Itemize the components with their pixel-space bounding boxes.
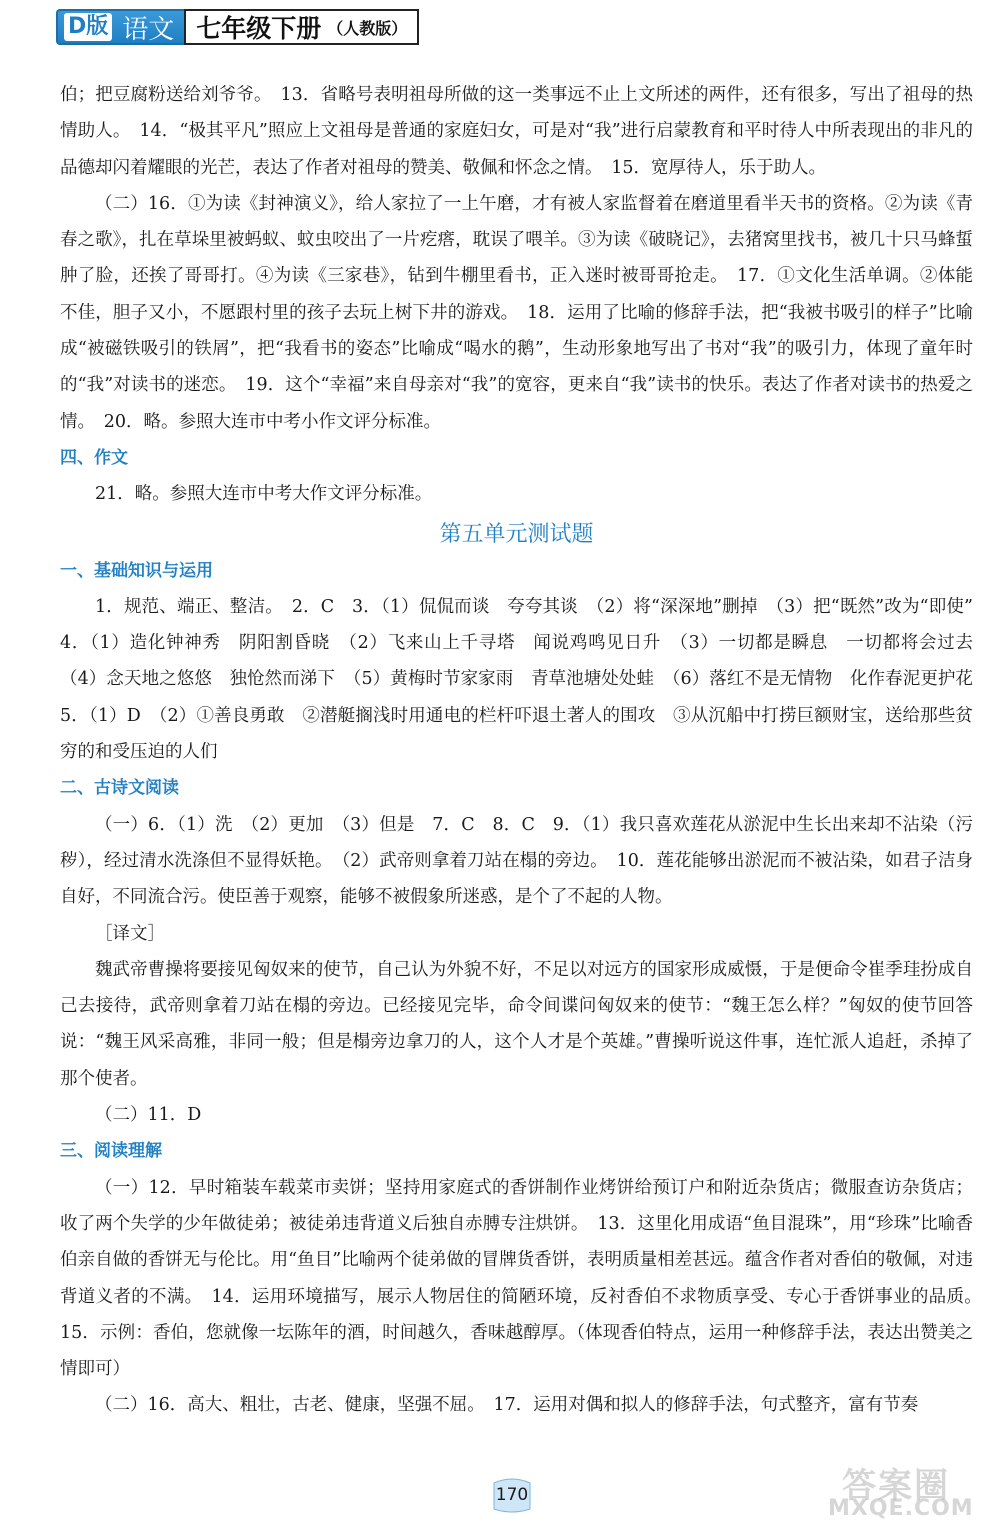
grade-label: 七年级下册: [196, 14, 322, 43]
unit-title: 第五单元测试题: [439, 521, 594, 547]
section-heading: 一、基础知识与运用: [60, 560, 213, 581]
edition-label: （人教版）: [327, 18, 408, 38]
watermark-cn: 答案圈: [842, 1466, 950, 1506]
section-heading: 四、作文: [60, 447, 128, 468]
answer-paragraph: 伯；把豆腐粉送给刘爷爷。 13．省略号表明祖母所做的这一类事远不止上文所述的两件，还有很多，写出了祖母的热情助人。 14．“极其平凡”照应上文祖母是普通的家庭妇女，可是对“我”进行启蒙教育和平时待人中所表现出的非凡的品德却闪着耀眼的光芒，表达了作者对祖母的赞美、敬佩和怀念之情。 15．宽厚待人，乐于助人。: [60, 85, 973, 178]
answer-paragraph: 1．规范、端正、整洁。 2．C 3．（1）侃侃而谈 夸夸其谈 （2）将“深深地”删掉 （3）把“既然”改为“即使” 4．（1）造化钟神秀 阴阳割昏晓 （2）飞来山上千寻塔 闻说鸡鸣见日升 （3）一切都是瞬息 一切都将会过去 （4）念天地之悠悠 独怆然而涕下 （5）黄梅时节家家雨 青草池塘处处蛙 （6）落红不是无情物 化作春泥更护花 5．（1）D （2）①善良勇敢 ②潜艇搁浅时用通电的栏杆吓退土著人的围攻 ③从沉船中打捞巨额财宝，送给那些贫穷的和受压迫的人们: [60, 596, 991, 763]
answer-paragraph: （一）12．早时箱装车载菜市卖饼；坚持用家庭式的香饼制作业烤饼给预订户和附近杂货店；微服查访杂货店；收了两个失学的少年做徒弟；被徒弟违背道义后独自赤膊专注烘饼。 13．这里化用成语“鱼目混珠”，用“珍珠”比喻香伯亲自做的香饼无与伦比。用“鱼目”比喻两个徒弟做的冒牌货香饼，表明质量相差甚远。蕴含作者对香伯的敬佩，对违背道义者的不满。 14．运用环境描写，展示人物居住的简陋环境，反衬香伯不求物质享受、专心于香饼事业的品质。 15．示例：香伯，您就像一坛陈年的酒，时间越久，香味越醇厚。（体现香伯特点，运用一种修辞手法，表达出赞美之情即可）: [60, 1177, 991, 1380]
version-label: D版: [64, 13, 112, 41]
subject-label: 语文: [122, 14, 175, 45]
answer-paragraph: ［译文］: [95, 923, 165, 944]
section-heading: 三、阅读理解: [60, 1141, 162, 1162]
answer-paragraph: （二）16．①为读《封神演义》，给人家拉了一上午磨，才有被人家监督着在磨道里看半天书的资格。②为读《青春之歌》，扎在草垛里被蚂蚁、蚊虫咬出了一片疙瘩，耽误了喂羊。③为读《破晓记》，去猪窝里找书，被几十只马蜂蜇肿了脸，还挨了哥哥打。④为读《三家巷》，钻到牛棚里看书，正入迷时被哥哥抢走。 17．①文化生活单调。②体能不佳，胆子又小，不愿跟村里的孩子去玩上树下井的游戏。 18．运用了比喻的修辞手法，把“我被书吸引的样子”比喻成“被磁铁吸引的铁屑”，把“我看书的姿态”比喻成“喝水的鹅”，生动形象地写出了书对“我”的吸引力，体现了童年时的“我”对读书的迷恋。 19．这个“幸福”来自母亲对“我”的宽容，更来自“我”读书的快乐。表达了作者对读书的热爱之情。 20．略。参照大连市中考小作文评分标准。: [60, 193, 973, 432]
answer-paragraph: 21．略。参照大连市中考大作文评分标准。: [95, 484, 433, 505]
answer-content: [60, 77, 991, 1424]
page-number: [490, 1477, 534, 1513]
section-heading: 二、古诗文阅读: [60, 778, 179, 799]
watermark: [828, 1458, 988, 1521]
answer-paragraph: 魏武帝曹操将要接见匈奴来的使节，自己认为外貌不好，不足以对远方的国家形成威慑，于是便命令崔季珪扮成自己去接待，武帝则拿着刀站在榻的旁边。已经接见完毕，命令间谍问匈奴来的使节：“魏王怎么样？”匈奴的使节回答说：“魏王风采高雅，非同一般；但是榻旁边拿刀的人，这个人才是个英雄。”曹操听说这件事，连忙派人追赶，杀掉了那个使者。: [60, 959, 973, 1089]
answer-paragraph: （二）11．D: [95, 1105, 202, 1126]
answer-paragraph: （一）6．（1）洗 （2）更加 （3）但是 7．C 8．C 9．（1）我只喜欢莲花从淤泥中生长出来却不沾染（污秽），经过清水洗涤但不显得妖艳。 （2）武帝则拿着刀站在榻的旁边。 10．莲花能够出淤泥而不被沾染，如君子洁身自好，不同流合污。使臣善于观察，能够不被假象所迷惑，是个了不起的人物。: [60, 814, 973, 908]
page-number-text: 170: [495, 1485, 529, 1505]
header-title-box: [184, 9, 419, 45]
page-header: [56, 9, 419, 45]
answer-paragraph: （二）16．高大、粗壮，古老、健康，坚强不屈。 17．运用对偶和拟人的修辞手法，句式整齐，富有节奏: [95, 1395, 919, 1416]
watermark-en: MXQE.COM: [828, 1496, 974, 1521]
header-badge: [56, 9, 184, 45]
